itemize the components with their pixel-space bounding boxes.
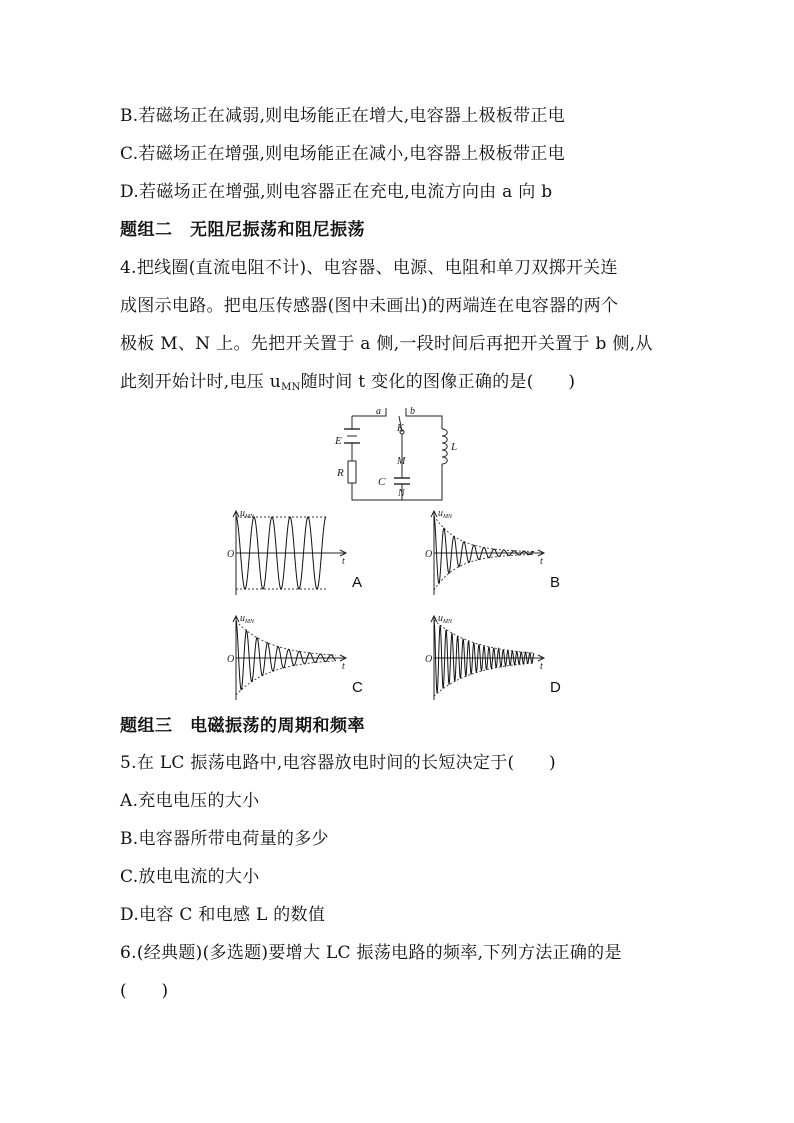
graph-b-envelope-top — [434, 516, 534, 551]
circuit-label-r: R — [337, 467, 344, 479]
circuit-label-n: N — [398, 488, 405, 499]
graph-d-origin-label: O — [425, 654, 433, 665]
q5-stem: 5.在 LC 振荡电路中,电容器放电时间的长短决定于( ) — [120, 753, 556, 773]
q4-line4-pre: 此刻开始计时,电压 u — [120, 372, 282, 392]
graph-d-waveform — [434, 620, 534, 693]
graph-a-y-label: $u_{MN}$ — [240, 508, 254, 520]
graph-b-option-label: B — [550, 574, 561, 591]
graph-c-y-label: $u_{MN}$ — [240, 613, 254, 625]
graph-a-origin-label: O — [227, 549, 235, 560]
graph-d-option-label: D — [550, 679, 561, 696]
graph-d-x-label: t — [540, 661, 543, 672]
q5-option-a[interactable]: A.充电电压的大小 — [120, 791, 260, 811]
q5-option-d[interactable]: D.电容 C 和电感 L 的数值 — [120, 905, 326, 925]
q4-line4-sub: MN — [281, 382, 301, 393]
q4-line2: 成图示电路。把电压传感器(图中未画出)的两端连在电容器的两个 — [120, 296, 619, 316]
graph-a-option-label: A — [352, 574, 363, 591]
graph-c-option-label: C — [352, 679, 363, 696]
graph-d-y-label: $u_{MN}$ — [438, 613, 452, 625]
option-c-text: C.若磁场正在增强,则电场能正在减小,电容器上极板带正电 — [120, 144, 566, 164]
circuit-label-k: K — [397, 423, 404, 434]
circuit-label-a: a — [376, 406, 381, 417]
q5-option-b[interactable]: B.电容器所带电荷量的多少 — [120, 829, 329, 849]
circuit-label-b: b — [410, 406, 415, 417]
graph-d-envelope-bottom — [434, 663, 534, 696]
circuit-label-e: E — [335, 435, 342, 447]
q6-line2: ( ) — [120, 981, 169, 1001]
circuit-label-m: M — [397, 456, 406, 467]
q4-line4-post: 随时间 t 变化的图像正确的是( ) — [300, 372, 576, 392]
q4-line1: 4.把线圈(直流电阻不计)、电容器、电源、电阻和单刀双掷开关连 — [120, 258, 618, 278]
graph-b-waveform — [434, 516, 534, 583]
option-b-text: B.若磁场正在减弱,则电场能正在增大,电容器上极板带正电 — [120, 106, 566, 126]
q4-line3: 极板 M、N 上。先把开关置于 a 侧,一段时间后再把开关置于 b 侧,从 — [120, 334, 653, 354]
graph-b-y-label: $u_{MN}$ — [438, 508, 452, 520]
circuit-diagram — [334, 404, 464, 504]
graph-c-origin-label: O — [227, 654, 235, 665]
graph-a-x-label: t — [342, 556, 345, 567]
circuit-label-c: C — [378, 476, 386, 488]
graph-c-x-label: t — [342, 661, 345, 672]
graph-c-waveform — [236, 621, 336, 690]
graph-b-x-label: t — [540, 556, 543, 567]
section-heading-group3: 题组三 电磁振荡的周期和频率 — [120, 716, 365, 736]
q6-line1: 6.(经典题)(多选题)要增大 LC 振荡电路的频率,下列方法正确的是 — [120, 943, 622, 963]
q4-line4 — [120, 372, 575, 398]
answer-graphs — [224, 505, 584, 705]
graph-c-envelope-top — [236, 621, 336, 655]
option-d-text: D.若磁场正在增强,则电容器正在充电,电流方向由 a 向 b — [120, 182, 553, 202]
q5-option-c[interactable]: C.放电电流的大小 — [120, 867, 260, 887]
circuit-label-l: L — [451, 441, 458, 453]
graph-b-origin-label: O — [425, 549, 433, 560]
section-heading-group2: 题组二 无阻尼振荡和阻尼振荡 — [120, 220, 365, 240]
